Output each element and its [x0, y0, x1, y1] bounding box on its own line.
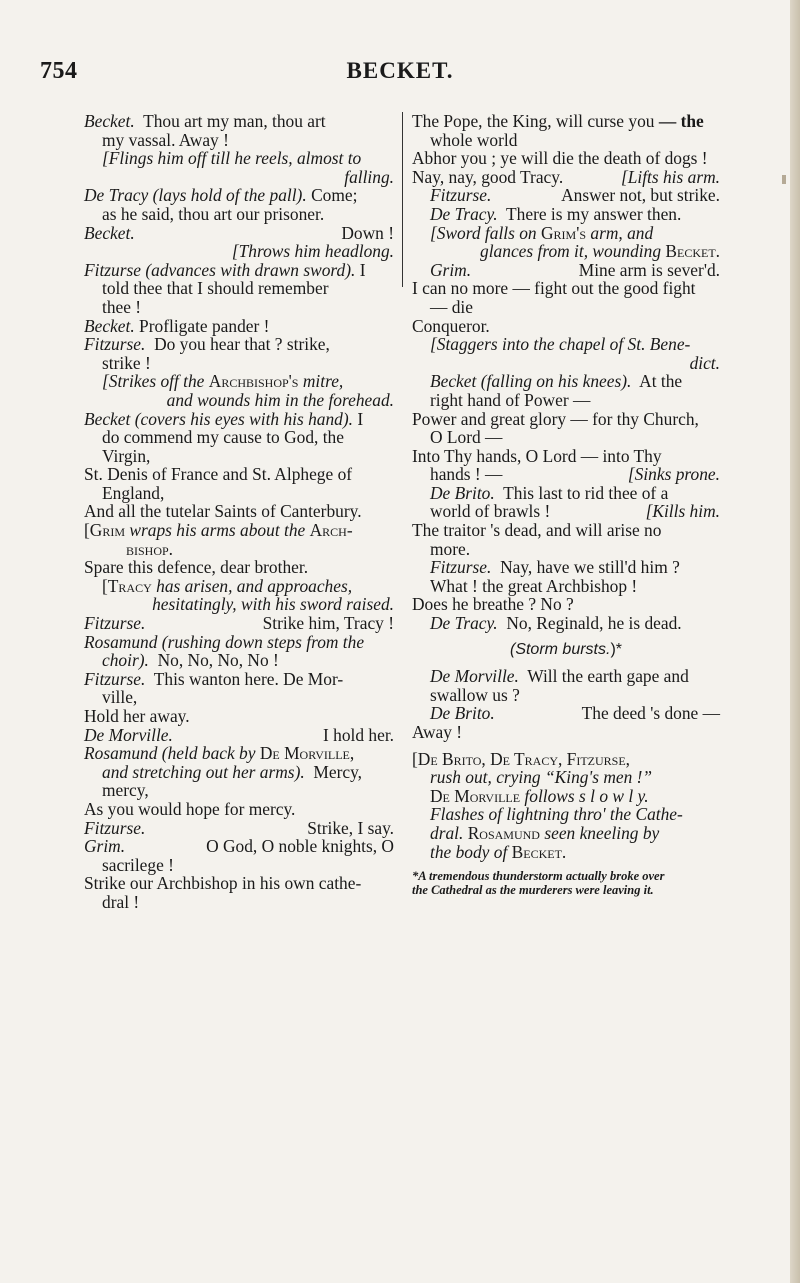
text-line: and stretching out her arms). Mercy, — [102, 761, 363, 782]
text-line: Fitzurse. This wanton here. De Mor- — [84, 668, 344, 689]
stage-direction: [Strikes off the Archbishop's mitre, — [102, 371, 344, 392]
text-line: thee ! — [102, 296, 142, 317]
text-line: Becket. Profligate pander ! — [84, 315, 270, 336]
text-line: — die — [430, 296, 473, 317]
text-line: I can no more — fight out the good fight — [412, 278, 696, 299]
text-line: as he said, thou art our prisoner. — [102, 203, 325, 224]
text-line: England, — [102, 482, 165, 503]
text-line: Grim. O God, O noble knights, O — [84, 836, 394, 857]
footnote: *A tremendous thunderstorm actually broke over — [412, 869, 665, 884]
stage-direction: and wounds him in the forehead. — [166, 389, 394, 410]
text-line: Fitzurse. Nay, have we still'd him ? — [430, 557, 680, 578]
running-title: BECKET. — [346, 58, 454, 83]
text-line: The Pope, the King, will curse you — the — [412, 111, 704, 131]
text-line: De Brito. This last to rid thee of a — [430, 482, 669, 503]
text-line: Strike our Archbishop in his own cathe- — [84, 873, 362, 894]
text-line: St. Denis of France and St. Alphege of — [84, 464, 353, 485]
text-line: The traitor 's dead, and will arise no — [412, 520, 662, 541]
text-line: my vassal. Away ! — [102, 129, 229, 150]
stage-direction: [Flings him off till he reels, almost to — [102, 148, 362, 169]
text-line: What ! the great Archbishop ! — [430, 575, 638, 596]
text-line: Becket. Down ! — [84, 222, 394, 243]
text-line: Nay, nay, good Tracy. [Lifts his arm. — [412, 166, 720, 187]
stage-direction: falling. — [344, 166, 394, 187]
stage-direction: bishop. — [126, 538, 174, 559]
text-line: choir). No, No, No, No ! — [102, 650, 279, 671]
footnote: the Cathedral as the murderers were leaving it. — [412, 883, 654, 898]
right-column — [412, 112, 720, 897]
text-line: right hand of Power — — [430, 389, 591, 410]
stage-direction: dral. Rosamund seen kneeling by — [430, 822, 660, 843]
text-line: Fitzurse (advances with drawn sword). I — [84, 259, 366, 280]
text-line: Fitzurse. Strike, I say. — [84, 817, 394, 838]
text-line: Rosamund (rushing down steps from the — [84, 631, 365, 652]
text-line: Grim. Mine arm is sever'd. — [430, 259, 720, 280]
text-line: Conqueror. — [412, 315, 490, 336]
page-edge-shadow — [790, 0, 800, 1283]
text-line: Does he breathe ? No ? — [412, 594, 574, 615]
text-line: world of brawls ! [Kills him. — [430, 501, 720, 522]
page-number: 754 — [40, 58, 78, 84]
stage-direction: [Grim wraps his arms about the Arch- — [84, 520, 353, 541]
left-column — [84, 112, 394, 912]
text-line: sacrilege ! — [102, 854, 174, 875]
text-line: dral ! — [102, 891, 140, 912]
stage-direction: [Staggers into the chapel of St. Bene- — [430, 334, 691, 355]
paper-blemish — [782, 175, 786, 184]
stage-direction: [Throws him headlong. — [231, 241, 394, 262]
text-line: De Tracy. There is my answer then. — [430, 203, 682, 224]
text-line: As you would hope for mercy. — [84, 798, 296, 819]
text-line: O Lord — — [430, 427, 503, 448]
stage-direction: De Morville follows s l o w l y. — [430, 785, 649, 806]
stage-direction: the body of Becket. — [430, 841, 567, 862]
text-line: Becket (falling on his knees). At the — [430, 371, 683, 392]
text-line: whole world — [430, 129, 518, 150]
text-line: strike ! — [102, 352, 151, 373]
text-line: De Morville. Will the earth gape and — [430, 666, 689, 687]
text-line: Fitzurse. Strike him, Tracy ! — [84, 613, 394, 634]
stage-direction: [Sword falls on Grim's arm, and — [430, 222, 654, 243]
text-line: Abhor you ; ye will die the death of dogs ! — [412, 148, 708, 169]
text-line: Virgin, — [102, 445, 151, 466]
text-line: hands ! — [Sinks prone. — [430, 464, 720, 485]
text-line: Becket. Thou art my man, thou art — [84, 111, 326, 131]
text-line: Into Thy hands, O Lord — into Thy — [412, 445, 662, 466]
stage-direction: hesitatingly, with his sword raised. — [152, 594, 394, 615]
stage-direction: glances from it, wounding Becket. — [480, 241, 720, 262]
text-line: more. — [430, 538, 471, 559]
text-line: Rosamund (held back by De Morville, — [84, 743, 355, 764]
stage-direction: rush out, crying “King's men !” — [430, 767, 653, 788]
text-line: Fitzurse. Answer not, but strike. — [430, 185, 720, 206]
stage-direction: Flashes of lightning thro' the Cathe- — [430, 804, 683, 825]
text-line: told thee that I should remember — [102, 278, 329, 299]
text-line: De Morville. I hold her. — [84, 724, 394, 745]
text-line: De Brito. The deed 's done — — [430, 703, 720, 724]
stage-direction: [De Brito, De Tracy, Fitzurse, — [412, 748, 631, 769]
stage-direction: dict. — [689, 352, 720, 373]
text-line: Hold her away. — [84, 706, 190, 726]
text-line: mercy, — [102, 780, 149, 801]
text-line: And all the tutelar Saints of Canterbury. — [84, 501, 362, 522]
text-line: Fitzurse. Do you hear that ? strike, — [84, 334, 330, 355]
text-line: ville, — [102, 687, 138, 708]
text-line: Power and great glory — for thy Church, — [412, 408, 699, 429]
text-line: do commend my cause to God, the — [102, 427, 344, 448]
text-line: De Tracy (lays hold of the pall). Come; — [84, 185, 358, 206]
stage-direction: (Storm bursts.)* — [509, 640, 623, 658]
text-line: Becket (covers his eyes with his hand). I — [84, 408, 364, 429]
column-rule — [402, 112, 403, 287]
text-line: Away ! — [412, 722, 463, 742]
text-line: swallow us ? — [430, 684, 520, 705]
text-line: De Tracy. No, Reginald, he is dead. — [430, 613, 682, 634]
text-line: Spare this defence, dear brother. — [84, 557, 309, 578]
stage-direction: [Tracy has arisen, and approaches, — [102, 575, 353, 596]
